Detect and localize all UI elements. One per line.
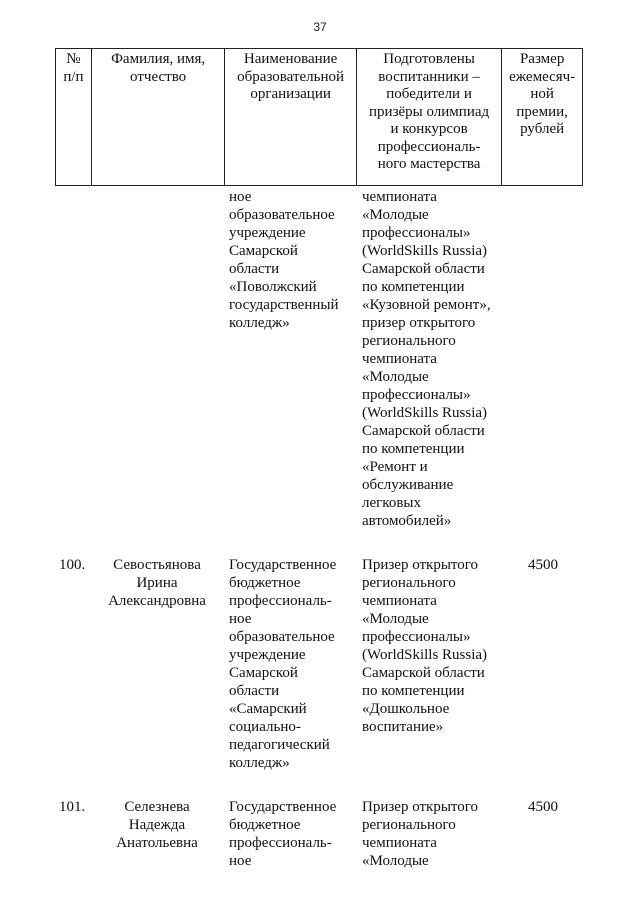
table-body bbox=[55, 186, 583, 870]
header-text: премии, bbox=[516, 103, 568, 120]
header-text: воспитанники – bbox=[378, 68, 480, 85]
cell-text: Ирина bbox=[136, 575, 178, 591]
cell-text: Самарской bbox=[229, 243, 298, 259]
table-header bbox=[55, 48, 583, 186]
cell-text: чемпионата bbox=[362, 593, 437, 609]
header-col-organization bbox=[225, 49, 357, 185]
cell-name bbox=[91, 556, 225, 772]
row-number: 100. bbox=[59, 557, 86, 573]
cell-organization bbox=[225, 556, 357, 772]
cell-text: по компетенции bbox=[362, 683, 465, 699]
header-text: организации bbox=[250, 86, 331, 102]
header-col-name bbox=[92, 49, 225, 185]
cell-text: «Кузовной ремонт», bbox=[362, 297, 491, 313]
cell-text: профессионалы» bbox=[362, 225, 471, 241]
cell-achievement bbox=[357, 798, 503, 870]
header-text: Подготовлены bbox=[383, 51, 475, 67]
cell-text: Государственное bbox=[229, 799, 337, 815]
cell-text: ное bbox=[229, 189, 252, 205]
header-text: и конкурсов bbox=[390, 121, 468, 137]
cell-text: государственный bbox=[229, 297, 339, 313]
table-row bbox=[55, 798, 583, 870]
header-col-achievement bbox=[357, 49, 502, 185]
cell-text: по компетенции bbox=[362, 441, 465, 457]
cell-organization bbox=[225, 188, 357, 530]
cell-number bbox=[55, 188, 91, 530]
header-text: профессиональ- bbox=[377, 138, 481, 155]
cell-text: ное bbox=[229, 611, 252, 627]
header-text: отчество bbox=[130, 68, 187, 85]
cell-prize bbox=[503, 798, 583, 870]
cell-text: Анатольевна bbox=[116, 835, 198, 851]
cell-text: бюджетное bbox=[229, 575, 301, 591]
cell-name bbox=[91, 798, 225, 870]
cell-text: воспитание» bbox=[362, 719, 444, 735]
cell-text: учреждение bbox=[229, 225, 306, 241]
cell-text: регионального bbox=[362, 575, 456, 591]
cell-text: образовательное bbox=[229, 629, 335, 645]
table-row-continuation bbox=[55, 186, 583, 530]
cell-text: регионального bbox=[362, 817, 456, 833]
header-text: Фамилия, имя, bbox=[111, 51, 206, 67]
cell-text: Самарской области bbox=[362, 665, 485, 681]
cell-text: педагогический bbox=[229, 737, 330, 753]
cell-text: колледж» bbox=[229, 315, 290, 331]
cell-achievement bbox=[357, 188, 503, 530]
cell-text: Самарской bbox=[229, 665, 298, 681]
header-text: победители и bbox=[386, 86, 472, 102]
cell-text: «Ремонт и bbox=[362, 459, 428, 475]
cell-text: «Самарский bbox=[229, 701, 307, 717]
cell-text: бюджетное bbox=[229, 817, 301, 833]
cell-text: профессионалы» bbox=[362, 387, 471, 403]
cell-text: Призер открытого bbox=[362, 799, 479, 815]
cell-text: профессиональ- bbox=[229, 593, 332, 609]
cell-text: обслуживание bbox=[362, 477, 454, 493]
cell-text: «Молодые bbox=[362, 207, 429, 223]
header-text: ежемесяч- bbox=[509, 68, 576, 85]
row-number: 101. bbox=[59, 799, 86, 815]
cell-text: чемпионата bbox=[362, 189, 437, 205]
cell-text: колледж» bbox=[229, 755, 290, 771]
cell-text: «Молодые bbox=[362, 853, 429, 869]
cell-text: (WorldSkills Russia) bbox=[362, 243, 488, 259]
cell-text: «Молодые bbox=[362, 611, 429, 627]
cell-text: «Дошкольное bbox=[362, 701, 450, 717]
prize-amount: 4500 bbox=[528, 557, 558, 573]
cell-prize bbox=[503, 556, 583, 772]
cell-text: профессиональ- bbox=[229, 835, 332, 851]
cell-prize bbox=[503, 188, 583, 530]
cell-text: Селезнева bbox=[124, 799, 190, 815]
cell-text: легковых bbox=[362, 495, 421, 511]
header-text: Наименование bbox=[243, 51, 338, 67]
cell-text: образовательное bbox=[229, 207, 335, 223]
header-text: Размер bbox=[519, 51, 565, 67]
header-text: призёры олимпиад bbox=[369, 103, 490, 120]
header-text: ной bbox=[530, 86, 554, 102]
cell-text: Надежда bbox=[128, 817, 186, 833]
header-text: ного мастерства bbox=[377, 156, 481, 172]
cell-name bbox=[91, 188, 225, 530]
header-text: № bbox=[66, 51, 81, 67]
cell-text: по компетенции bbox=[362, 279, 465, 295]
cell-text: ное bbox=[229, 853, 252, 869]
cell-text: автомобилей» bbox=[362, 513, 452, 529]
cell-text: призер открытого bbox=[362, 315, 476, 331]
cell-text: «Молодые bbox=[362, 369, 429, 385]
cell-text: Самарской области bbox=[362, 423, 485, 439]
cell-text: социально- bbox=[229, 719, 301, 735]
cell-text: регионального bbox=[362, 333, 456, 349]
page-number: 37 bbox=[313, 20, 327, 34]
cell-text: области bbox=[229, 683, 280, 699]
cell-organization bbox=[225, 798, 357, 870]
cell-text: (WorldSkills Russia) bbox=[362, 405, 488, 421]
cell-text: «Поволжский bbox=[229, 279, 317, 295]
cell-text: чемпионата bbox=[362, 835, 437, 851]
cell-text: Государственное bbox=[229, 557, 337, 573]
cell-text: чемпионата bbox=[362, 351, 437, 367]
cell-text: Призер открытого bbox=[362, 557, 479, 573]
cell-text: Севостьянова bbox=[113, 557, 201, 573]
cell-achievement bbox=[357, 556, 503, 772]
header-text: образовательной bbox=[237, 68, 345, 85]
header-text: рублей bbox=[520, 121, 565, 137]
awards-table bbox=[55, 48, 583, 870]
cell-text: учреждение bbox=[229, 647, 306, 663]
cell-text: Александровна bbox=[108, 593, 206, 609]
header-text: п/п bbox=[63, 68, 84, 85]
cell-text: Самарской области bbox=[362, 261, 485, 277]
prize-amount: 4500 bbox=[528, 799, 558, 815]
cell-text: профессионалы» bbox=[362, 629, 471, 645]
cell-text: области bbox=[229, 261, 280, 277]
header-col-prize bbox=[502, 49, 582, 185]
table-row bbox=[55, 556, 583, 772]
cell-number bbox=[55, 556, 91, 772]
header-col-number bbox=[56, 49, 92, 185]
cell-text: (WorldSkills Russia) bbox=[362, 647, 488, 663]
cell-number bbox=[55, 798, 91, 870]
